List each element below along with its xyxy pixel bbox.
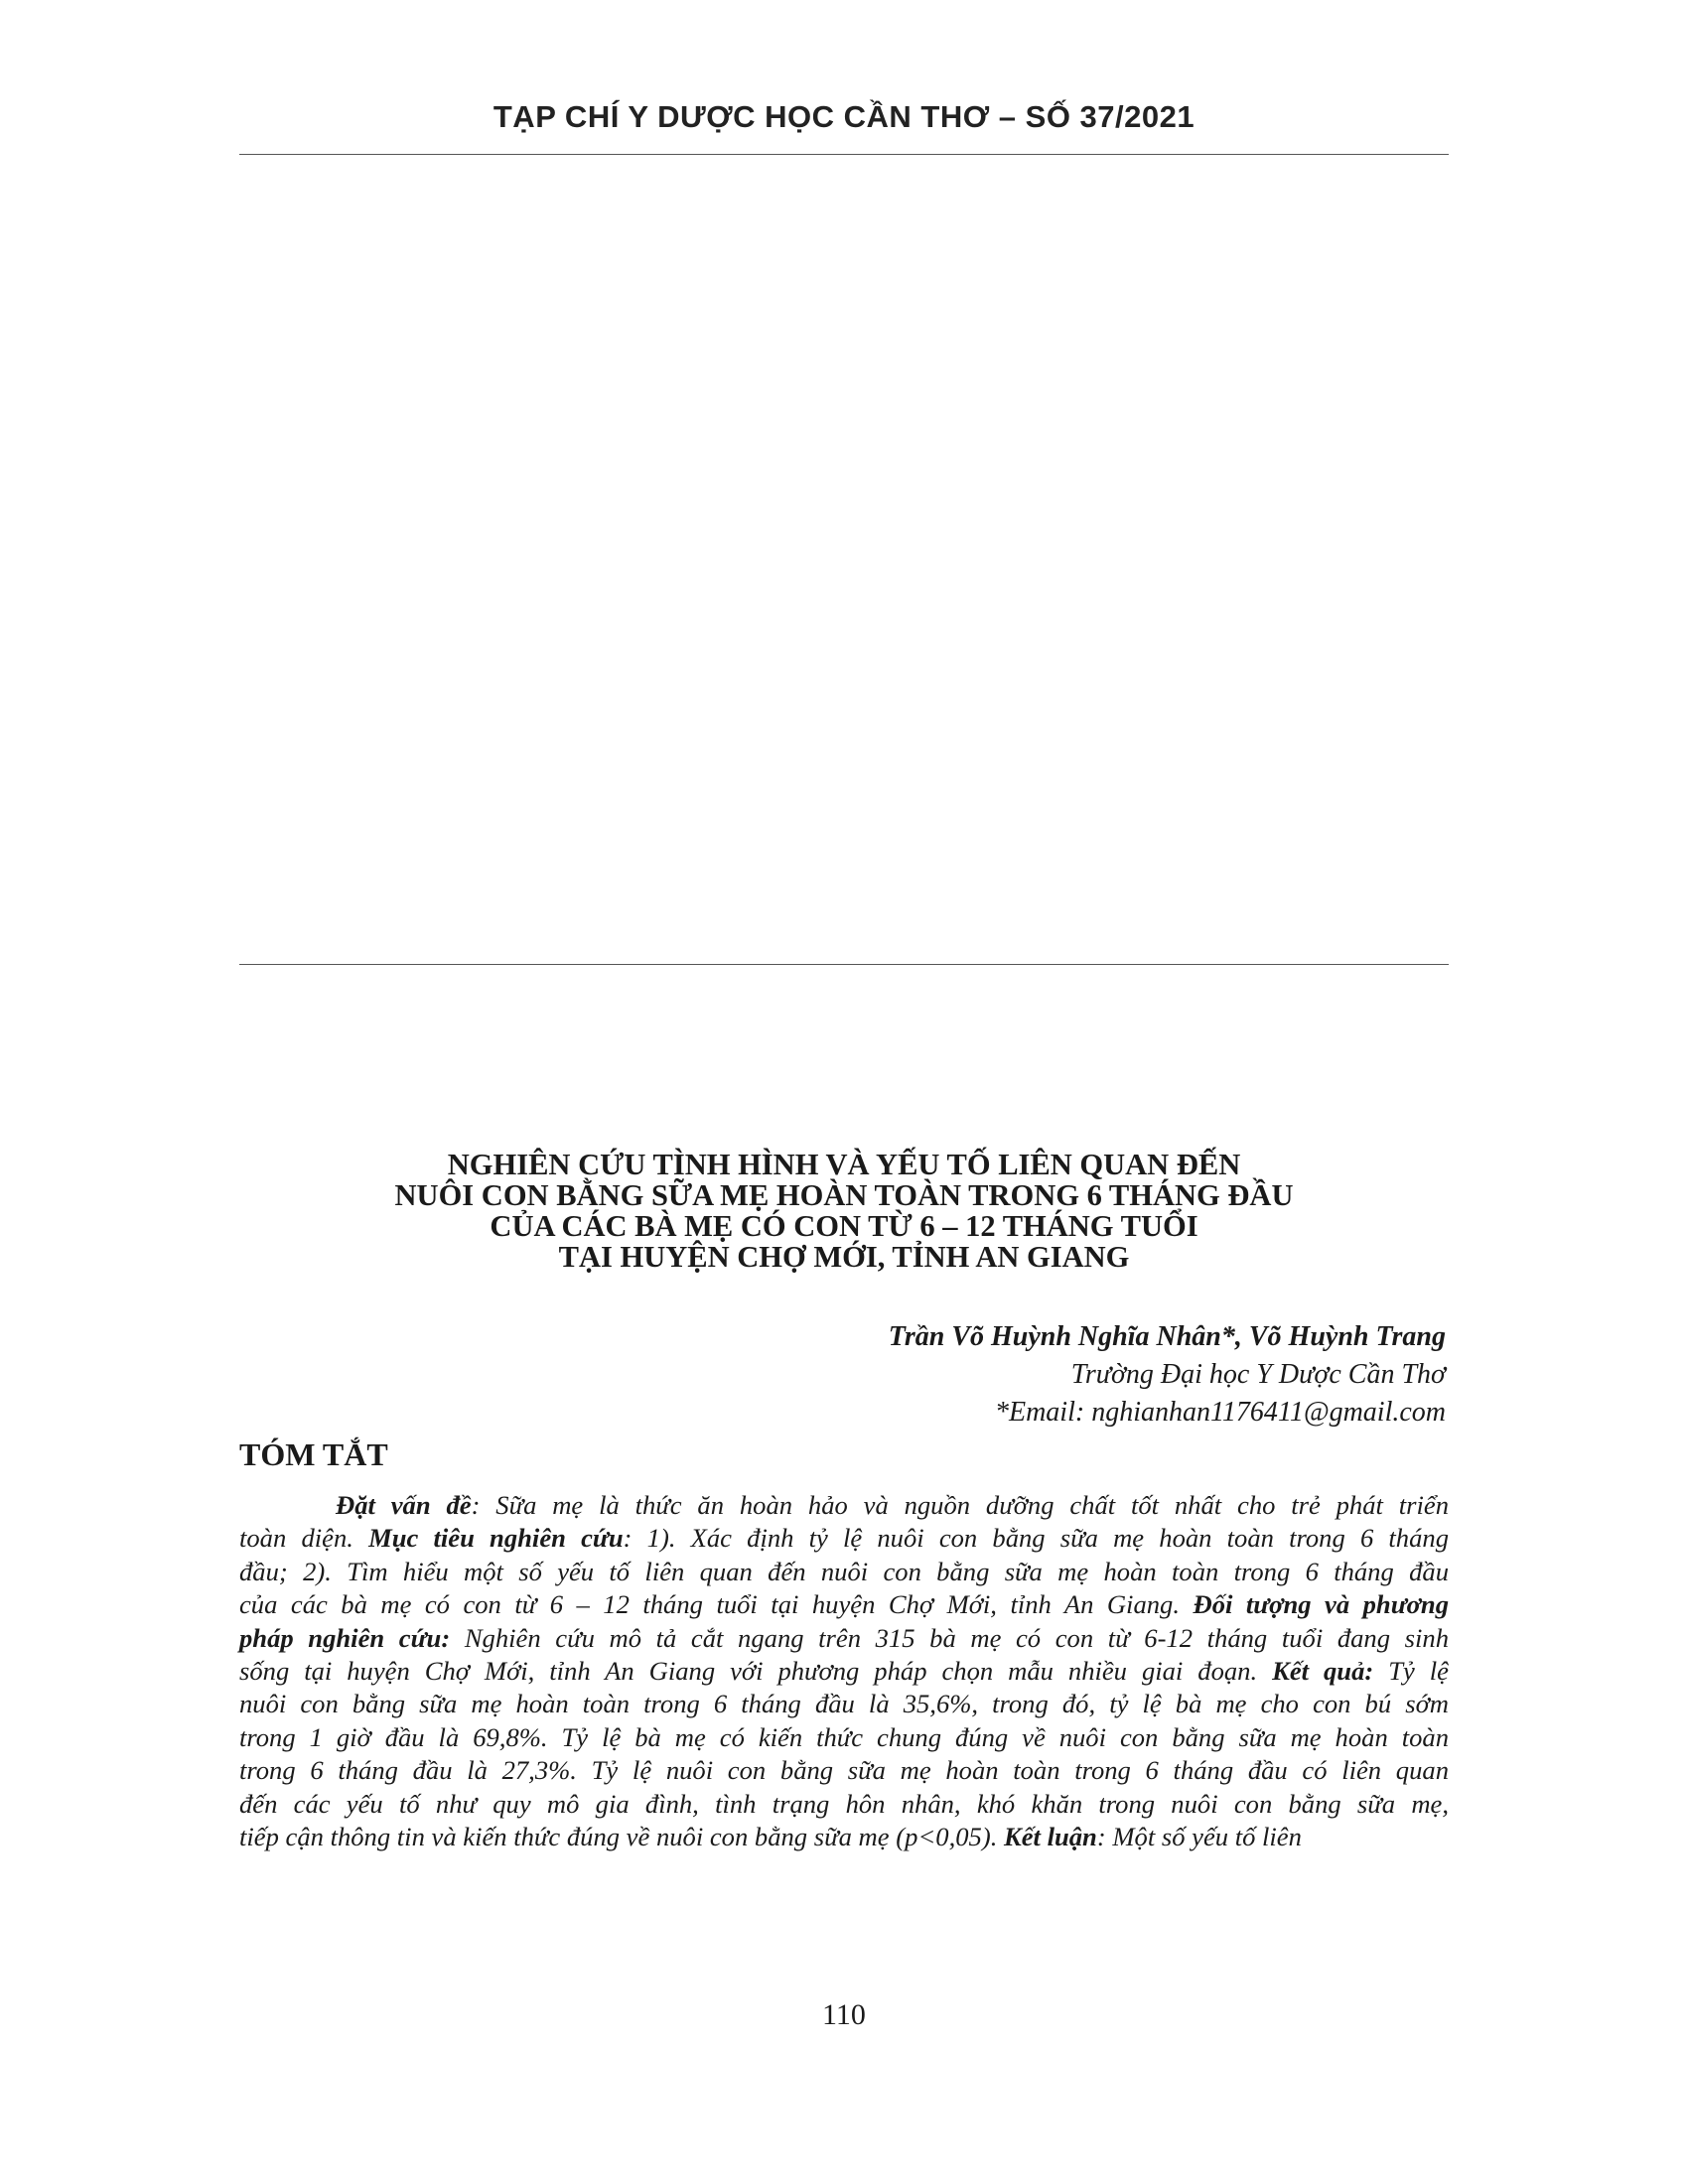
authors: Trần Võ Huỳnh Nghĩa Nhân*, Võ Huỳnh Trang — [888, 1321, 1446, 1352]
title-line: TẠI HUYỆN CHỢ MỚI, TỈNH AN GIANG — [558, 1240, 1130, 1274]
byline — [889, 1318, 1446, 1432]
abstract-line: Đặt vấn đề: Sữa mẹ là thức ăn hoàn hảo và nguồn dưỡng chất tốt nhất cho trẻ phát triển — [336, 1490, 1449, 1520]
abstract-line: nuôi con bằng sữa mẹ hoàn toàn trong 6 tháng đầu là 35,6%, trong đó, tỷ lệ bà mẹ cho con bú sớm — [239, 1689, 1449, 1719]
page-number: 110 — [822, 1998, 866, 2031]
title-line: CỦA CÁC BÀ MẸ CÓ CON TỪ 6 – 12 THÁNG TUỔI — [490, 1209, 1198, 1243]
title-line: NGHIÊN CỨU TÌNH HÌNH VÀ YẾU TỐ LIÊN QUAN ĐẾN — [447, 1148, 1241, 1181]
section-divider — [239, 964, 1449, 965]
title-line: NUÔI CON BẰNG SỮA MẸ HOÀN TOÀN TRONG 6 THÁNG ĐẦU — [394, 1178, 1294, 1212]
abstract-line: pháp nghiên cứu: Nghiên cứu mô tả cắt ngang trên 315 bà mẹ có con từ 6-12 tháng tuổi đang sinh — [239, 1622, 1449, 1653]
abstract-line: của các bà mẹ có con từ 6 – 12 tháng tuổi tại huyện Chợ Mới, tỉnh An Giang. Đối tượng và phương — [239, 1589, 1450, 1620]
abstract-line: đến các yếu tố như quy mô gia đình, tình trạng hôn nhân, khó khăn trong nuôi con bằng sữa mẹ, — [239, 1788, 1449, 1819]
affiliation: Trường Đại học Y Dược Cần Thơ — [1070, 1359, 1446, 1390]
abstract-heading: TÓM TẮT — [239, 1436, 388, 1472]
abstract-body — [239, 1489, 1449, 1853]
email: *Email: nghianhan1176411@gmail.com — [994, 1397, 1446, 1428]
abstract-line: sống tại huyện Chợ Mới, tỉnh An Giang với phương pháp chọn mẫu nhiều giai đoạn. Kết quả: Tỷ lệ — [239, 1656, 1449, 1687]
journal-header: TẠP CHÍ Y DƯỢC HỌC CẦN THƠ – SỐ 37/2021 — [492, 99, 1196, 134]
abstract-line: trong 1 giờ đầu là 69,8%. Tỷ lệ bà mẹ có kiến thức chung đúng về nuôi con bằng sữa mẹ hoàn toàn — [239, 1721, 1449, 1752]
abstract-line: đầu; 2). Tìm hiểu một số yếu tố liên quan đến nuôi con bằng sữa mẹ hoàn toàn trong 6 tháng đầu — [239, 1556, 1449, 1586]
article-title — [199, 1150, 1489, 1273]
header-rule — [239, 154, 1449, 155]
abstract-line: trong 6 tháng đầu là 27,3%. Tỷ lệ nuôi con bằng sữa mẹ hoàn toàn trong 6 tháng đầu có liên quan — [239, 1755, 1449, 1786]
abstract-line: toàn diện. Mục tiêu nghiên cứu: 1). Xác định tỷ lệ nuôi con bằng sữa mẹ hoàn toàn trong 6 tháng — [239, 1523, 1449, 1554]
abstract-line: tiếp cận thông tin và kiến thức đúng về nuôi con bằng sữa mẹ (p<0,05). Kết luận: Một số yếu tố liên — [239, 1822, 1302, 1852]
